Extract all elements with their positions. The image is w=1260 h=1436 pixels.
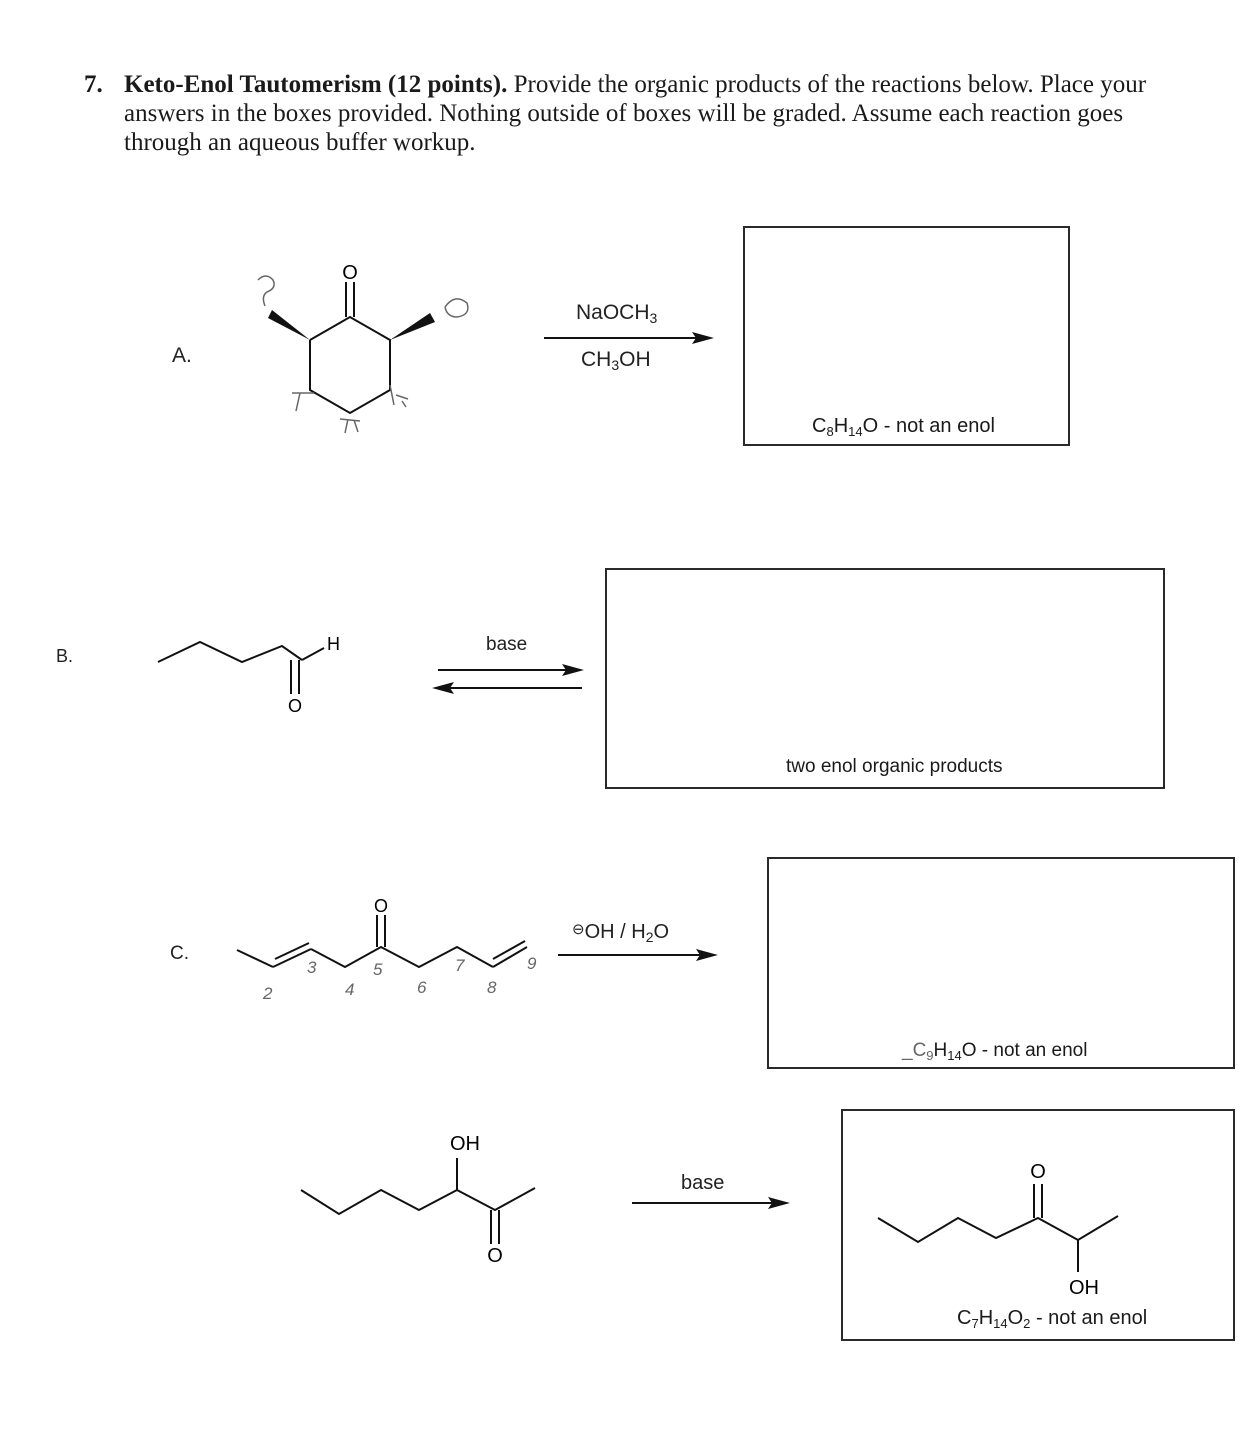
- part-d-answer-structure: [870, 1150, 1140, 1300]
- part-c-hw-2: 2: [263, 984, 273, 1003]
- part-b-equilibrium-arrows: [430, 660, 590, 696]
- part-b-hydrogen: H: [327, 634, 340, 654]
- part-a-reactant-structure: [230, 255, 480, 445]
- part-b-reagent: base: [486, 634, 528, 655]
- part-c-answer-box[interactable]: [767, 857, 1235, 1069]
- part-c-hw-8: 8: [487, 978, 497, 997]
- part-a-answer-box[interactable]: [743, 226, 1070, 446]
- part-a-oxygen: O: [342, 262, 358, 284]
- part-d-reagent: base: [681, 1172, 725, 1194]
- part-b-oxygen: O: [287, 696, 303, 716]
- part-c-box-caption: $\_C_9H_{14}O$ - not an enol: [902, 1040, 1088, 1063]
- part-a-reagent-top: NaOCH$_3$: [576, 301, 658, 326]
- part-a-arrow: [540, 328, 720, 348]
- part-d-answer-hydroxyl: OH: [1069, 1277, 1099, 1299]
- part-c-reagent: $^⊖OH / H_2O$: [572, 921, 670, 945]
- part-c-arrow: [556, 945, 726, 965]
- part-c-hw-3: 3: [307, 958, 317, 977]
- part-c-oxygen: O: [373, 896, 389, 916]
- part-d-reactant-structure: [295, 1128, 545, 1268]
- part-b-box-caption: two enol organic products: [786, 756, 1003, 777]
- part-c-reactant-structure: [225, 895, 555, 1005]
- part-c-label: C.: [170, 943, 189, 964]
- part-d-answer-oxygen: O: [1030, 1161, 1046, 1183]
- part-c-hw-9: 9: [527, 954, 537, 973]
- part-c-hw-6: 6: [417, 978, 427, 997]
- part-c-hydroxide-charge: ⊖: [572, 921, 585, 938]
- question-title: Keto-Enol Tautomerism (12 points).: [124, 71, 508, 98]
- part-b-reactant-structure: [150, 630, 350, 720]
- part-d-box-caption: $C_7H_{14}O_2$ - not an enol: [957, 1307, 1148, 1331]
- question-instructions: Provide the organic products of the reactions below. Place your answers in the boxes provided. Nothing outside of boxes will be graded. Assume each reaction goes through an aqueous buffer workup.: [124, 71, 1147, 156]
- question-number: 7.: [84, 71, 103, 98]
- part-a-label: A.: [172, 344, 192, 367]
- part-a-reagent-bottom: $CH_3OH$: [581, 348, 651, 373]
- part-c-hw-4: 4: [345, 980, 355, 999]
- part-b-label: B.: [56, 646, 74, 666]
- part-a-box-caption: $C_8H_{14}O$ - not an enol: [812, 415, 995, 439]
- question-text: [84, 70, 1194, 157]
- part-d-hydroxyl: OH: [450, 1133, 480, 1155]
- part-d-arrow: [630, 1193, 800, 1213]
- part-d-oxygen: O: [487, 1245, 503, 1267]
- part-c-hw-7: 7: [455, 956, 465, 975]
- part-c-hw-5: 5: [373, 960, 383, 979]
